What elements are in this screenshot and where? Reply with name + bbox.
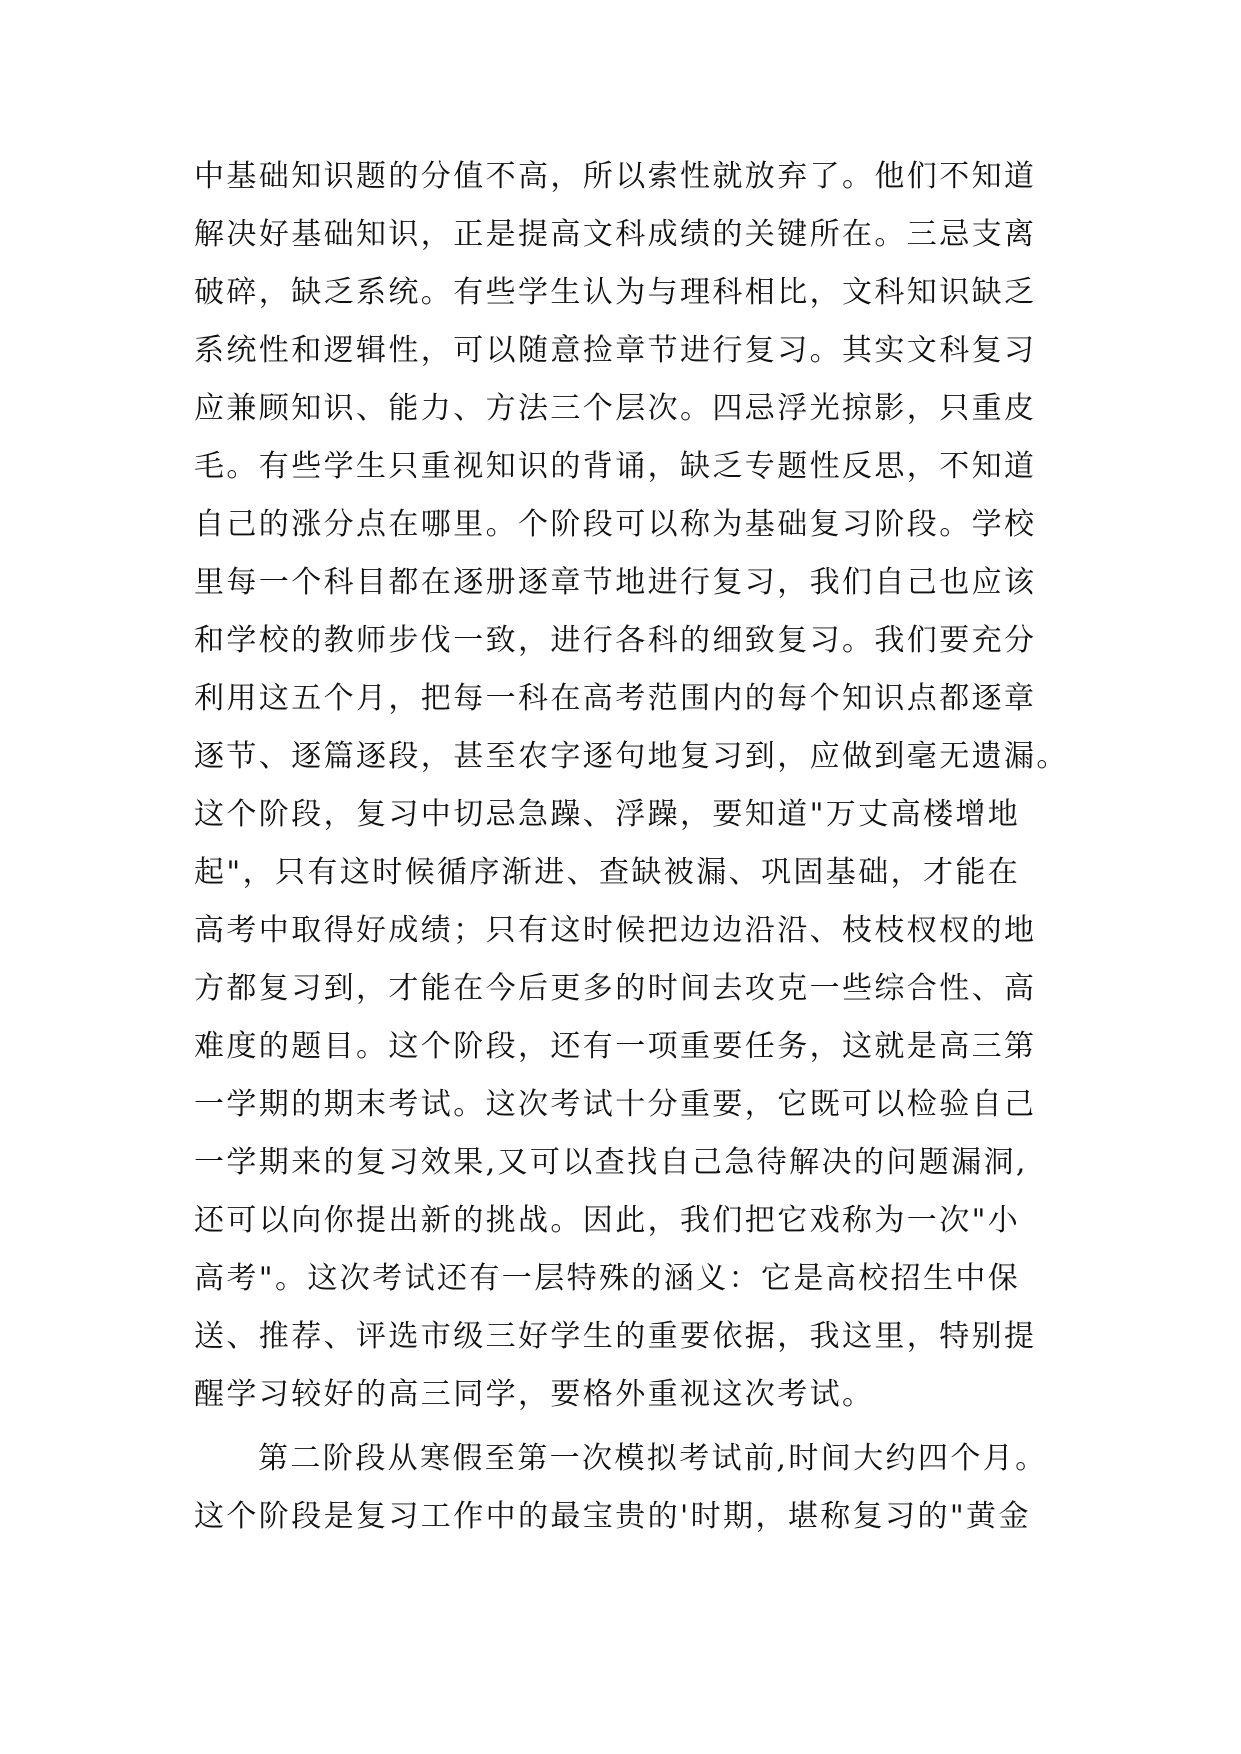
text-line: 逐节、逐篇逐段，甚至农字逐句地复习到，应做到毫无遗漏。 bbox=[194, 739, 1069, 774]
body-text bbox=[194, 148, 1069, 1546]
text-line: 这个阶段，复习中切忌急躁、浮躁，要知道"万丈高楼增地 bbox=[194, 797, 1021, 832]
text-line: 系统性和逻辑性，可以随意捡章节进行复习。其实文科复习 bbox=[194, 333, 1037, 368]
text-line: 这个阶段是复习工作中的最宝贵的'时期，堪称复习的"黄金 bbox=[194, 1499, 1031, 1534]
text-line: 送、推荐、评选市级三好学生的重要依据，我这里，特别提 bbox=[194, 1319, 1037, 1354]
text-line: 高考"。这次考试还有一层特殊的涵义：它是高校招生中保 bbox=[194, 1261, 1021, 1296]
text-line: 高考中取得好成绩；只有这时候把边边沿沿、枝枝杈杈的地 bbox=[194, 913, 1037, 948]
text-line: 利用这五个月，把每一科在高考范围内的每个知识点都逐章 bbox=[194, 681, 1037, 716]
text-line: 第二阶段从寒假至第一次模拟考试前,时间大约四个月。 bbox=[258, 1441, 1048, 1476]
text-line: 解决好基础知识，正是提高文科成绩的关键所在。三忌支离 bbox=[194, 217, 1037, 252]
text-line: 中基础知识题的分值不高，所以索性就放弃了。他们不知道 bbox=[194, 159, 1037, 194]
text-line: 难度的题目。这个阶段，还有一项重要任务，这就是高三第 bbox=[194, 1029, 1037, 1064]
text-line: 破碎，缺乏系统。有些学生认为与理科相比，文科知识缺乏 bbox=[194, 275, 1037, 310]
text-line: 里每一个科目都在逐册逐章节地进行复习，我们自己也应该 bbox=[194, 565, 1037, 600]
text-line: 一学期的期末考试。这次考试十分重要，它既可以检验自己 bbox=[194, 1087, 1037, 1122]
text-line: 毛。有些学生只重视知识的背诵，缺乏专题性反思，不知道 bbox=[194, 449, 1037, 484]
text-line: 自己的涨分点在哪里。个阶段可以称为基础复习阶段。学校 bbox=[194, 507, 1037, 542]
text-line: 应兼顾知识、能力、方法三个层次。四忌浮光掠影，只重皮 bbox=[194, 391, 1037, 426]
text-line: 和学校的教师步伐一致，进行各科的细致复习。我们要充分 bbox=[194, 623, 1037, 658]
paragraph-1 bbox=[194, 148, 1069, 1424]
text-line: 起"，只有这时候循序渐进、查缺被漏、巩固基础，才能在 bbox=[194, 855, 1021, 890]
paragraph-2 bbox=[194, 1430, 1054, 1546]
text-line: 方都复习到，才能在今后更多的时间去攻克一些综合性、高 bbox=[194, 971, 1037, 1006]
text-line: 醒学习较好的高三同学，要格外重视这次考试。 bbox=[194, 1377, 875, 1412]
text-line: 还可以向你提出新的挑战。因此，我们把它戏称为一次"小 bbox=[194, 1203, 1021, 1238]
text-line: 一学期来的复习效果,又可以查找自己急待解决的问题漏洞, bbox=[194, 1145, 1028, 1180]
